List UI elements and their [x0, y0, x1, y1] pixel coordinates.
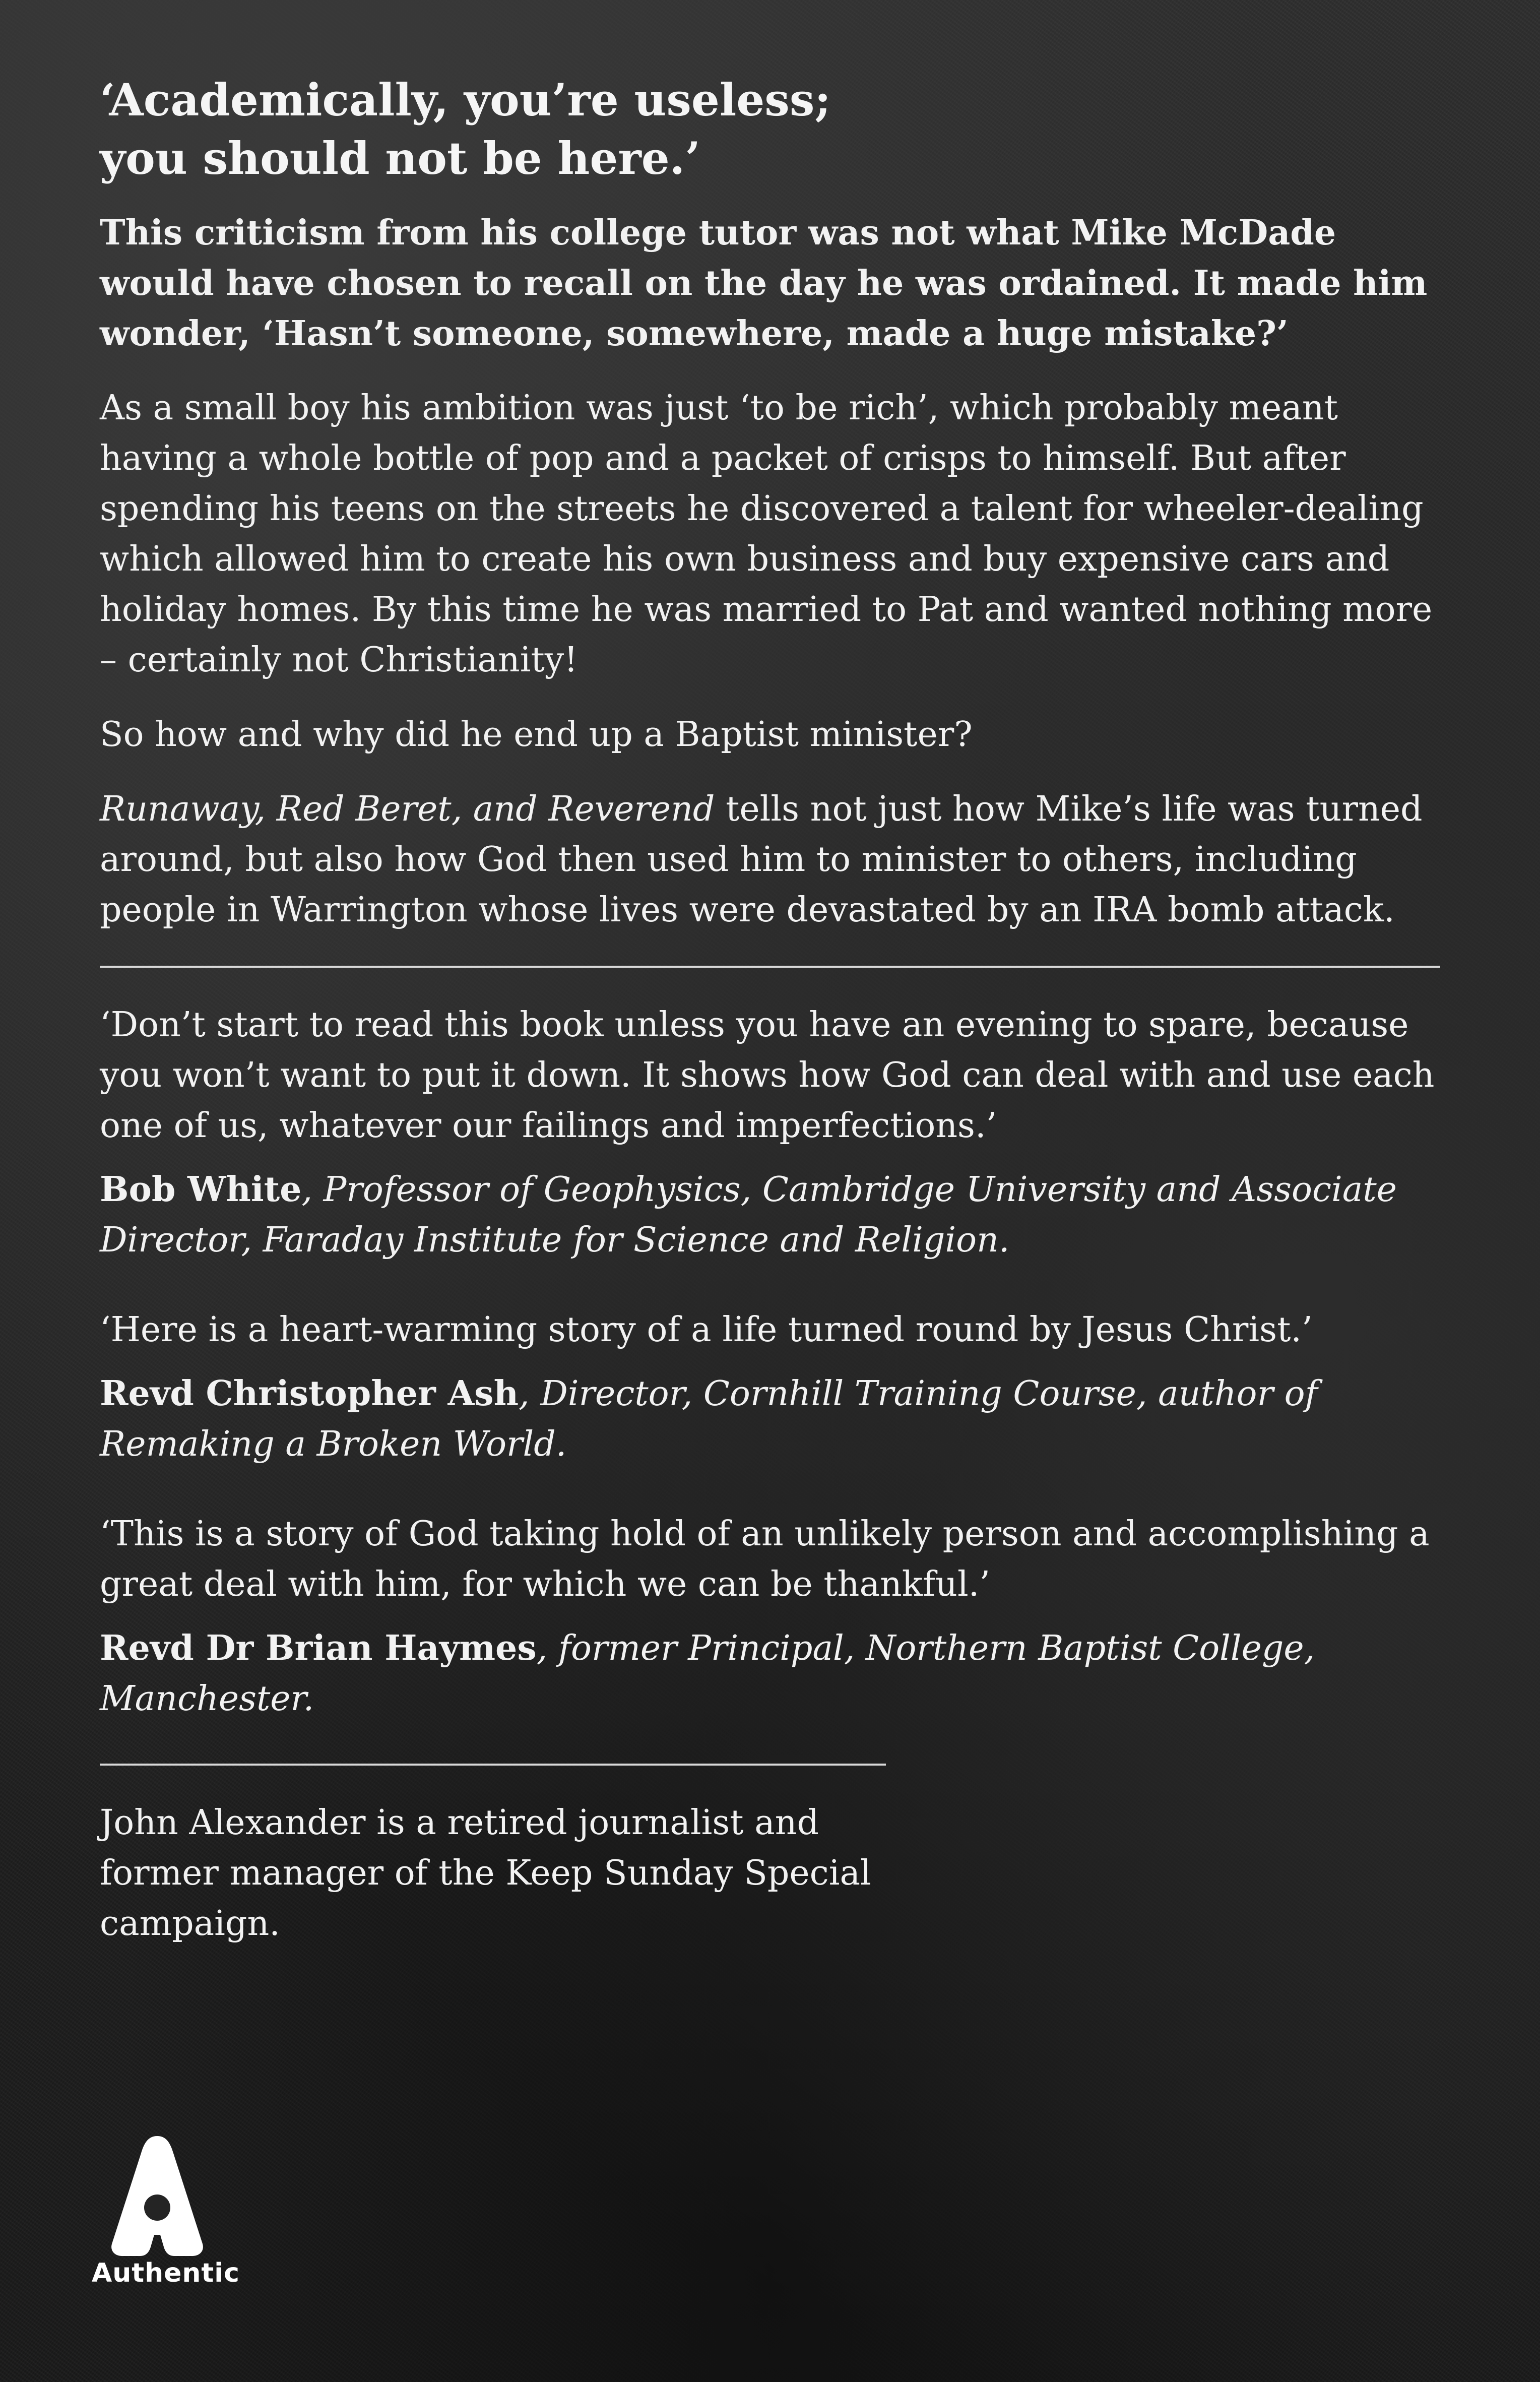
headline-line-1: ‘Academically, you’re useless;	[100, 74, 831, 126]
endorsement-attribution	[100, 1623, 1440, 1724]
headline-line-2: you should not be here.’	[100, 132, 700, 184]
cover-text	[100, 71, 1440, 1949]
endorser-role: , Director, Cornhill Training Course, author of Remaking a Broken World.	[100, 1374, 1318, 1464]
divider-rule	[100, 966, 1440, 968]
body-paragraph-3	[100, 784, 1440, 935]
endorsement-attribution	[100, 1164, 1440, 1266]
endorser-name: Revd Dr Brian Haymes	[100, 1628, 537, 1668]
endorser-role: , Professor of Geophysics, Cambridge University and Associate Director, Faraday Institute for Science and Religion.	[100, 1170, 1397, 1260]
publisher-name: Authentic	[92, 2258, 240, 2288]
publisher-logo	[92, 2132, 240, 2298]
endorsement	[100, 1509, 1440, 1724]
headline	[100, 71, 1440, 187]
body-paragraph-1: As a small boy his ambition was just ‘to be rich’, which probably meant having a whole bottle of pop and a packet of crisps to himself. But after spending his teens on the streets he discovered a talent for wheeler-dealing which allowed him to create his own business and buy expensive cars and holiday homes. By this time he was married to Pat and wanted nothing more – certainly not Christianity!	[100, 388, 1433, 680]
authentic-a-logo-icon	[92, 2132, 223, 2258]
body-paragraph-3-text: tells not just how Mike’s life was turned around, but also how God then used him to minister to others, including people in Warrington whose lives were devastated by an IRA bomb attack.	[100, 789, 1423, 930]
endorsement-attribution	[100, 1368, 1440, 1470]
divider-rule-short	[100, 1764, 886, 1766]
author-note: John Alexander is a retired journalist and former manager of the Keep Sunday Special campaign.	[100, 1803, 871, 1944]
endorsement-quote: ‘This is a story of God taking hold of an unlikely person and accomplishing a great deal with him, for which we can be thankful.’	[100, 1514, 1430, 1604]
endorser-role: , former Principal, Northern Baptist College, Manchester.	[100, 1628, 1315, 1719]
book-title: Runaway, Red Beret, and Reverend	[100, 789, 715, 829]
endorser-name: Bob White	[100, 1169, 302, 1210]
body-paragraph-2: So how and why did he end up a Baptist minister?	[100, 715, 973, 755]
endorsement-quote: ‘Don’t start to read this book unless you have an evening to spare, because you won’t want to put it down. It shows how God can deal with and use each one of us, whatever our failings and imperfections.’	[100, 1005, 1435, 1146]
endorsement	[100, 1305, 1440, 1470]
endorsement-quote: ‘Here is a heart-warming story of a life turned round by Jesus Christ.’	[100, 1310, 1313, 1350]
lead-paragraph: This criticism from his college tutor was not what Mike McDade would have chosen to recall on the day he was ordained. It made him wonder, ‘Hasn’t someone, somewhere, made a huge mistake?’	[100, 213, 1428, 354]
endorser-name: Revd Christopher Ash	[100, 1373, 519, 1414]
endorsement	[100, 1000, 1440, 1266]
